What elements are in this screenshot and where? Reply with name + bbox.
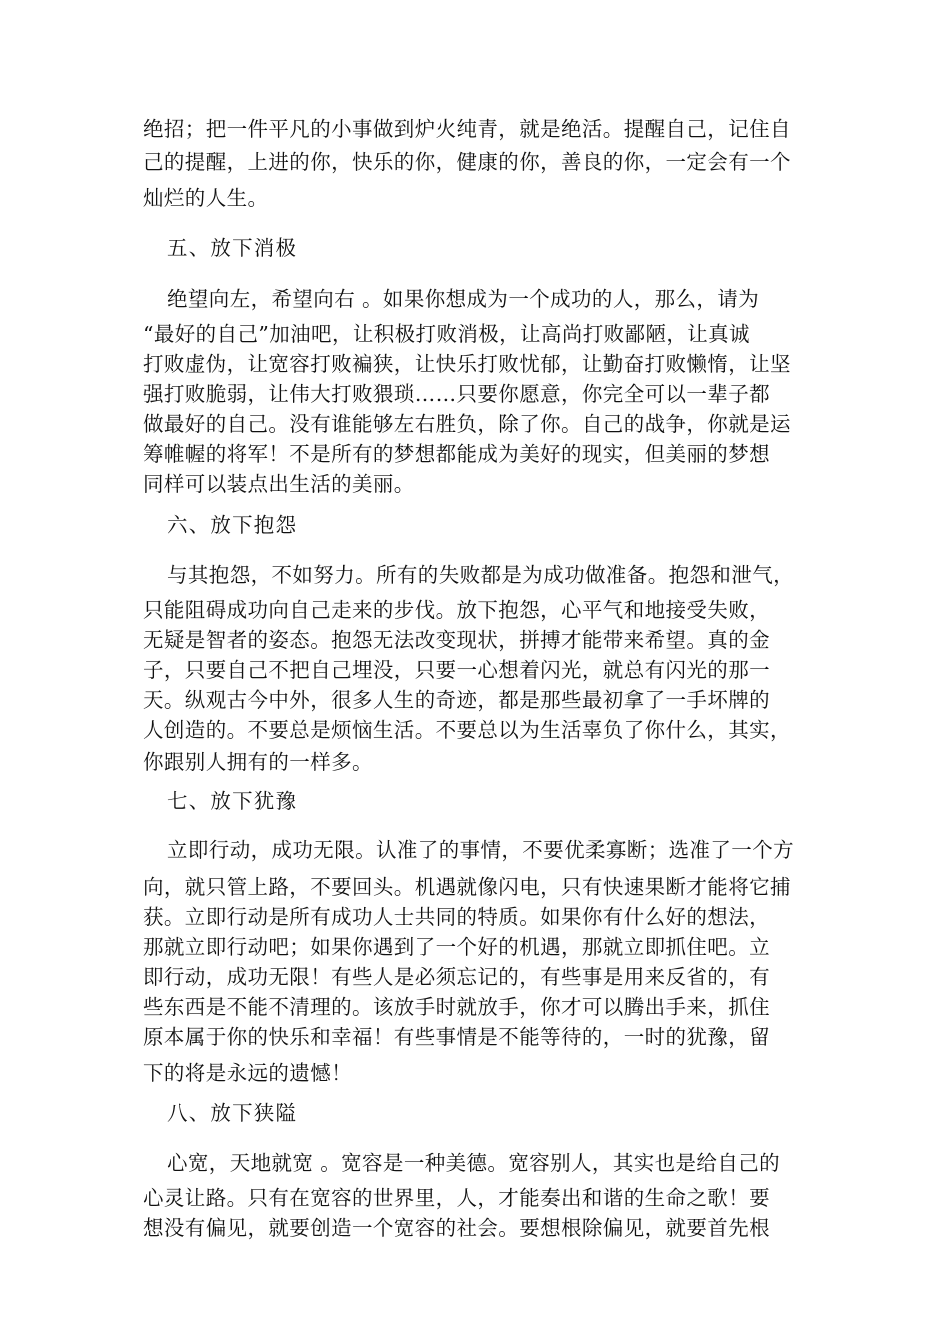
body-text-line: 下的将是永远的遗憾！ xyxy=(143,1061,352,1085)
body-text-line: 你跟别人拥有的一样多。 xyxy=(143,750,373,774)
body-text-line: 强打败脆弱，让伟大打败猥琐……只要你愿意，你完全可以一辈子都 xyxy=(143,382,770,406)
body-text-line: 获。立即行动是所有成功人士共同的特质。如果你有什么好的想法， xyxy=(143,905,770,929)
body-text-line: 天。纵观古今中外，很多人生的奇迹，都是那些最初拿了一手坏牌的 xyxy=(143,688,770,712)
body-text-line: 些东西是不能不清理的。该放手时就放手，你才可以腾出手来，抓住 xyxy=(143,995,770,1019)
body-text-line: 心宽，天地就宽 。宽容是一种美德。宽容别人，其实也是给自己的 xyxy=(167,1151,781,1175)
body-text-line: 绝望向左，希望向右 。如果你想成为一个成功的人，那么，请为 xyxy=(167,287,760,311)
body-text-line: 人创造的。不要总是烦恼生活。不要总以为生活辜负了你什么，其实， xyxy=(143,718,791,742)
body-text-line: “最好的自己”加油吧，让积极打败消极，让高尚打败鄙陋，让真诚 xyxy=(143,322,750,346)
body-text-line: 那就立即行动吧；如果你遇到了一个好的机遇，那就立即抓住吧。立 xyxy=(143,935,770,959)
body-text-line: 只能阻碍成功向自己走来的步伐。放下抱怨，心平气和地接受失败， xyxy=(143,598,770,622)
body-text-line: 打败虚伪，让宽容打败褊狭，让快乐打败忧郁，让勤奋打败懒惰，让坚 xyxy=(143,352,791,376)
body-text-line: 己的提醒，上进的你，快乐的你，健康的你，善良的你，一定会有一个 xyxy=(143,150,791,174)
section-heading: 六、放下抱怨 xyxy=(167,513,298,537)
body-text-line: 绝招；把一件平凡的小事做到炉火纯青，就是绝活。提醒自己，记住自 xyxy=(143,117,791,141)
body-text-line: 即行动，成功无限！有些人是必须忘记的，有些事是用来反省的，有 xyxy=(143,965,770,989)
body-text-line: 想没有偏见，就要创造一个宽容的社会。要想根除偏见，就要首先根 xyxy=(143,1216,770,1240)
body-text-line: 原本属于你的快乐和幸福！有些事情是不能等待的，一时的犹豫，留 xyxy=(143,1025,770,1049)
body-text-line: 与其抱怨，不如努力。所有的失败都是为成功做准备。抱怨和泄气， xyxy=(167,563,794,587)
body-text-line: 灿烂的人生。 xyxy=(143,186,269,210)
body-text-line: 立即行动，成功无限。认准了的事情，不要优柔寡断；选准了一个方 xyxy=(167,838,794,862)
body-text-line: 筹帷幄的将军！不是所有的梦想都能成为美好的现实，但美丽的梦想 xyxy=(143,442,770,466)
body-text-line: 无疑是智者的姿态。抱怨无法改变现状，拼搏才能带来希望。真的金 xyxy=(143,628,770,652)
body-text-line: 向，就只管上路，不要回头。机遇就像闪电，只有快速果断才能将它捕 xyxy=(143,875,791,899)
body-text-line: 同样可以装点出生活的美丽。 xyxy=(143,472,415,496)
section-heading: 七、放下犹豫 xyxy=(167,789,298,813)
section-heading: 五、放下消极 xyxy=(167,236,298,260)
body-text-line: 子，只要自己不把自己埋没，只要一心想着闪光，就总有闪光的那一 xyxy=(143,658,770,682)
body-text-line: 做最好的自己。没有谁能够左右胜负，除了你。自己的战争，你就是运 xyxy=(143,412,791,436)
section-heading: 八、放下狭隘 xyxy=(167,1101,298,1125)
body-text-line: 心灵让路。只有在宽容的世界里，人，才能奏出和谐的生命之歌！要 xyxy=(143,1186,770,1210)
